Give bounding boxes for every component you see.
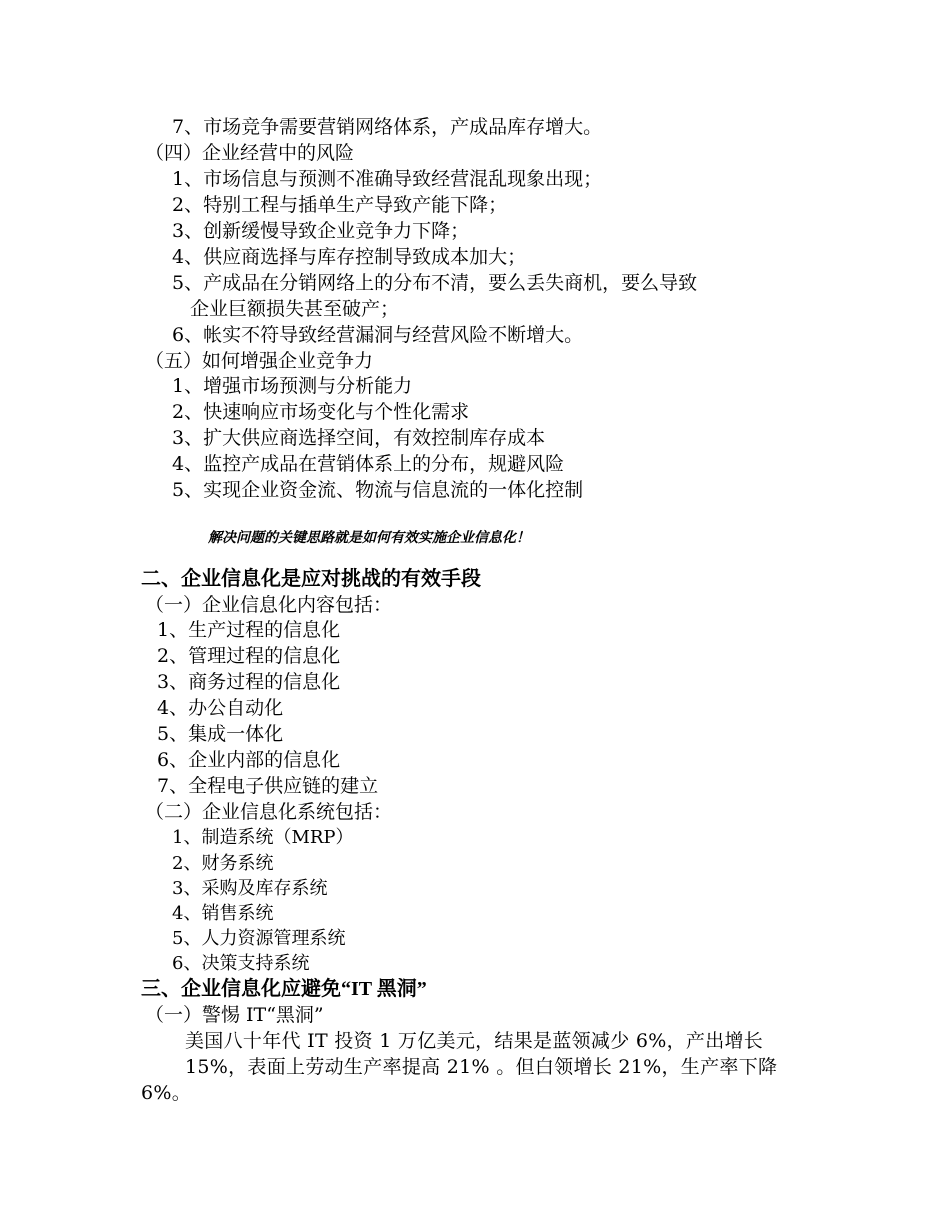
list-item: 2、管理过程的信息化	[157, 645, 341, 667]
list-item: 2、快速响应市场变化与个性化需求	[172, 401, 470, 423]
list-item-continuation: 企业巨额损失甚至破产；	[190, 298, 400, 320]
list-item: 6、决策支持系统	[172, 953, 310, 974]
list-item: 1、制造系统（MRP）	[172, 827, 354, 848]
list-item: 1、市场信息与预测不准确导致经营混乱现象出现；	[172, 168, 603, 190]
list-item: 7、全程电子供应链的建立	[157, 775, 379, 797]
key-note: 解决问题的关键思路就是如何有效实施企业信息化！	[208, 530, 530, 546]
list-item: 4、监控产成品在营销体系上的分布，规避风险	[172, 453, 565, 475]
list-item: 7、市场竞争需要营销网络体系，产成品库存增大。	[172, 116, 603, 138]
list-item: 3、创新缓慢导致企业竞争力下降；	[172, 220, 470, 242]
subsection-heading: （五）如何增强企业竞争力	[145, 350, 374, 372]
subsection-heading: （四）企业经营中的风险	[145, 142, 355, 164]
list-item: 2、财务系统	[172, 853, 274, 874]
paragraph-line: 6%。	[141, 1082, 192, 1104]
list-item: 4、供应商选择与库存控制导致成本加大；	[172, 246, 527, 268]
list-item: 3、采购及库存系统	[172, 878, 328, 899]
list-item: 3、扩大供应商选择空间，有效控制库存成本	[172, 427, 546, 449]
paragraph-line: 15%，表面上劳动生产率提高 21% 。但白领增长 21%，生产率下降	[185, 1056, 778, 1078]
paragraph-line: 美国八十年代 IT 投资 1 万亿美元，结果是蓝领减少 6%，产出增长	[185, 1030, 764, 1052]
list-item: 5、产成品在分销网络上的分布不清，要么丢失商机，要么导致	[172, 272, 698, 294]
list-item: 5、实现企业资金流、物流与信息流的一体化控制	[172, 479, 584, 501]
list-item: 5、人力资源管理系统	[172, 928, 346, 949]
list-item: 4、办公自动化	[157, 697, 284, 719]
list-item: 6、企业内部的信息化	[157, 749, 341, 771]
subsection-heading: （二）企业信息化系统包括：	[145, 801, 393, 823]
section-heading: 三、企业信息化应避免“IT 黑洞”	[141, 978, 427, 1000]
list-item: 3、商务过程的信息化	[157, 671, 341, 693]
subsection-heading: （一）企业信息化内容包括：	[145, 594, 393, 616]
list-item: 6、帐实不符导致经营漏洞与经营风险不断增大。	[172, 324, 584, 346]
subsection-heading: （一）警惕 IT“黑洞”	[145, 1004, 324, 1026]
list-item: 2、特别工程与插单生产导致产能下降；	[172, 194, 508, 216]
list-item: 5、集成一体化	[157, 723, 284, 745]
list-item: 1、增强市场预测与分析能力	[172, 375, 413, 397]
list-item: 4、销售系统	[172, 903, 274, 924]
section-heading: 二、企业信息化是应对挑战的有效手段	[141, 568, 481, 590]
list-item: 1、生产过程的信息化	[157, 619, 341, 641]
